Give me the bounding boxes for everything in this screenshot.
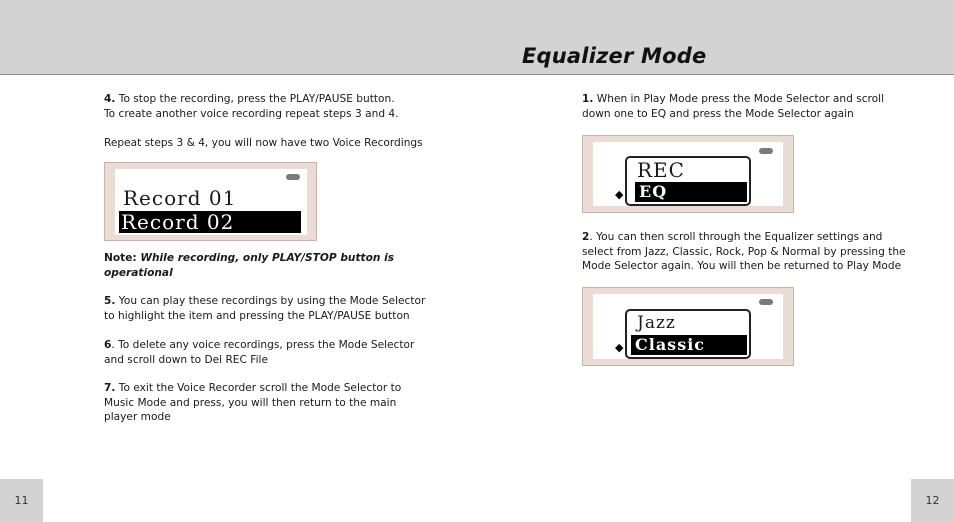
note-line1: While recording, only PLAY/STOP button is xyxy=(140,252,395,264)
note-text xyxy=(104,251,394,280)
step-2-text xyxy=(582,230,906,274)
lcd-screen-recordings xyxy=(104,162,317,241)
lcd-line-record-02-selected: Record 02 xyxy=(119,211,301,233)
step-1-text xyxy=(582,92,884,121)
lcd-line-classic-selected: Classic xyxy=(631,335,747,355)
step-7-line2: Music Mode and press, you will then return to the main xyxy=(104,396,397,409)
lcd-line-record-01: Record 01 xyxy=(123,186,237,210)
header-band xyxy=(0,0,954,75)
battery-icon xyxy=(759,299,773,305)
step-5-number: 5. xyxy=(104,295,116,307)
lcd-screen-mode-menu xyxy=(582,135,794,213)
note-line2: operational xyxy=(104,266,173,279)
step-4-number: 4. xyxy=(104,93,116,105)
battery-icon xyxy=(759,148,773,154)
step-1-line1: When in Play Mode press the Mode Selector and scroll xyxy=(593,93,885,105)
battery-icon xyxy=(286,174,300,180)
step-4-line2: To create another voice recording repeat steps 3 and 4. xyxy=(104,107,399,120)
step-6-number: 6 xyxy=(104,339,112,351)
lcd-screen-eq-settings xyxy=(582,287,794,366)
step-4-text xyxy=(104,92,399,121)
lcd-line-eq-selected: EQ xyxy=(635,182,747,202)
step-7-line3: player mode xyxy=(104,411,171,423)
step-6-line2: and scroll down to Del REC File xyxy=(104,353,268,366)
page-number-right: 12 xyxy=(911,479,954,522)
step-2-line1: . You can then scroll through the Equalizer settings and xyxy=(589,231,883,243)
note-label: Note: xyxy=(104,252,141,264)
selection-arrow-icon: ◆ xyxy=(615,341,624,354)
step-4-line1: To stop the recording, press the PLAY/PAUSE button. xyxy=(115,93,395,105)
step-5-line2: to highlight the item and pressing the PLAY/PAUSE button xyxy=(104,309,410,322)
step-7-line1: To exit the Voice Recorder scroll the Mode Selector to xyxy=(115,382,402,394)
step-2-number: 2 xyxy=(582,231,590,243)
page-number-left: 11 xyxy=(0,479,43,522)
step-5-text xyxy=(104,294,425,323)
lcd-line-jazz: Jazz xyxy=(637,313,676,333)
step-6-line1: . To delete any voice recordings, press the Mode Selector xyxy=(111,339,415,351)
step-7-text xyxy=(104,381,401,425)
step-6-text xyxy=(104,338,414,367)
step-2-line2: select from Jazz, Classic, Rock, Pop & Normal by pressing the xyxy=(582,245,906,258)
repeat-text: Repeat steps 3 & 4, you will now have two Voice Recordings xyxy=(104,137,423,149)
step-2-line3: Mode Selector again. You will then be returned to Play Mode xyxy=(582,260,902,272)
lcd-line-rec: REC xyxy=(637,158,685,182)
step-7-number: 7. xyxy=(104,382,116,394)
step-1-line2: down one to EQ and press the Mode Selector again xyxy=(582,107,854,120)
selection-arrow-icon: ◆ xyxy=(615,188,624,201)
step-1-number: 1. xyxy=(582,93,594,105)
step-5-line1: You can play these recordings by using the Mode Selector xyxy=(115,295,426,307)
page-title: Equalizer Mode xyxy=(522,44,707,68)
